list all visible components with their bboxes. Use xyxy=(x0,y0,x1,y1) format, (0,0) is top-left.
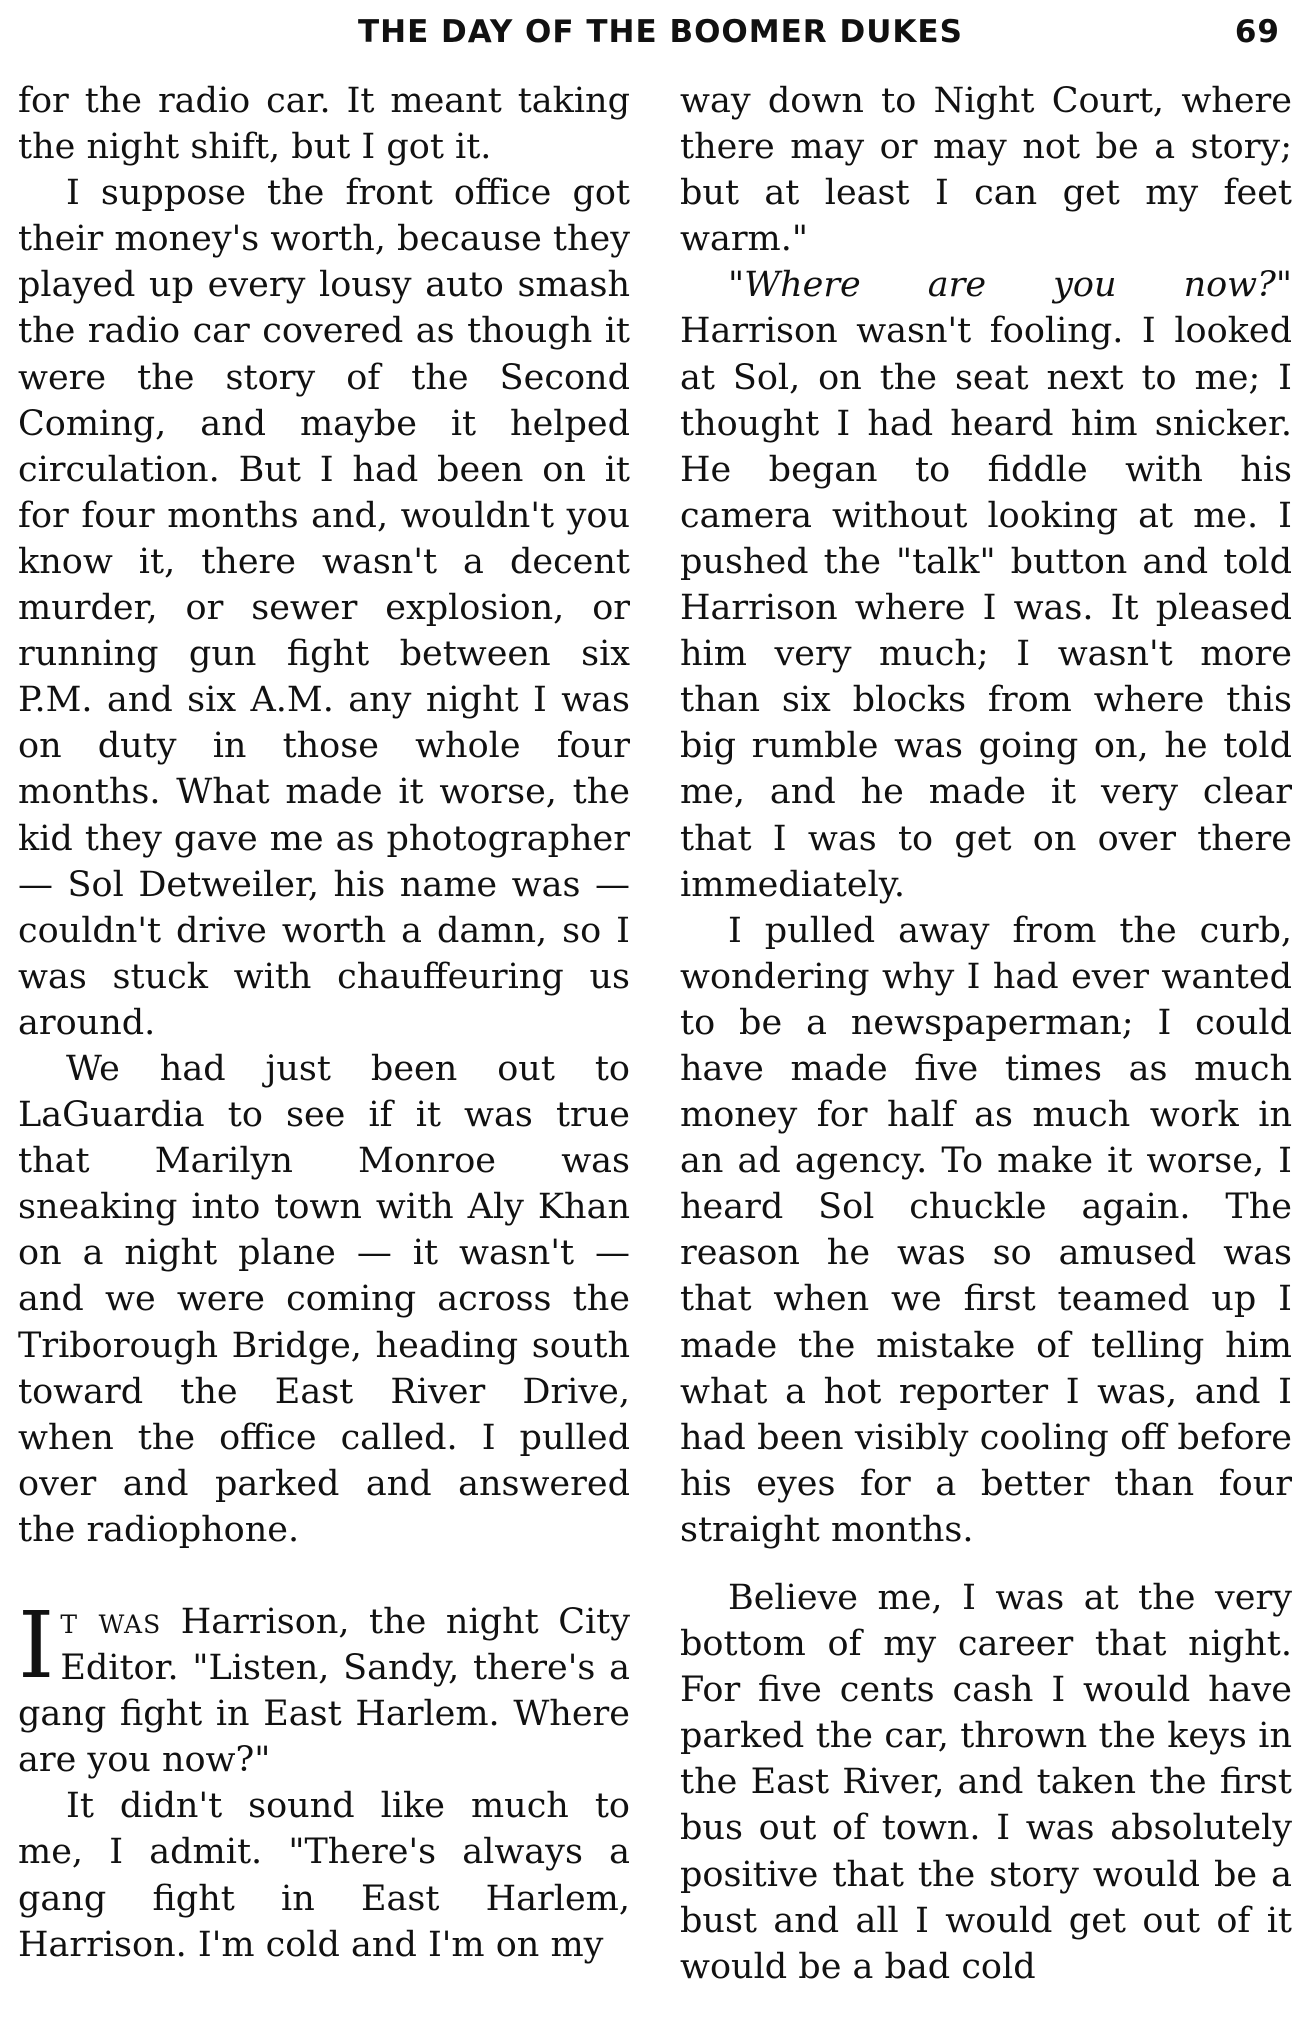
paragraph xyxy=(680,262,1292,907)
paragraph: I suppose the front office got their money's worth, because they played up every lousy auto smash the radio car covered as though it were the story of the Second Coming, and maybe it helped circulation. But I had been on it for four months and, wouldn't you know it, there wasn't a decent murder, or sewer explosion, or running gun fight between six P.M. and six A.M. any night I was on duty in those whole four months. What made it worse, the kid they gave me as photographer — Sol Detweiler, his name was — couldn't drive worth a damn, so I was stuck with chauffeuring us around. xyxy=(18,173,631,1043)
italic-dialogue: "Where are you now?" xyxy=(728,265,1292,306)
running-header xyxy=(18,14,1280,62)
page-number: 69 xyxy=(1234,14,1280,50)
right-text-column xyxy=(680,78,1292,1990)
drop-cap-letter: I xyxy=(18,1592,55,1699)
paragraph-text: Harrison, the night City Editor. "Listen, Sandy, there's a gang fight in East Harlem. Where are you now?" xyxy=(18,1602,631,1781)
paragraph: It didn't sound like much to me, I admit. "There's always a gang fight in East Harlem, Harrison. I'm cold and I'm on my xyxy=(18,1786,630,1965)
paragraph: Believe me, I was at the very bottom of my career that night. For five cents cash I would have parked the car, thrown the keys in the East River, and taken the first bus out of town. I was absolutely positive that the story would be a bust and all I would get out of it would be a bad cold xyxy=(680,1578,1292,1987)
paragraph: We had just been out to LaGuardia to see if it was true that Marilyn Monroe was sneaking into town with Aly Khan on a night plane — it wasn't — and we were coming across the Triborough Bridge, heading south toward the East River Drive, when the office called. I pulled over and parked and answered the radiophone. xyxy=(18,1048,630,1550)
paragraph: for the radio car. It meant taking the night shift, but I got it. xyxy=(18,81,630,168)
small-caps-lead: t was xyxy=(60,1602,162,1642)
paragraph-text: Harrison wasn't fooling. I looked at Sol, on the seat next to me; I thought I had heard him snicker. He began to fiddle with his camera without looking at me. I pushed the "talk" button and told Harrison where I was. It pleased him very much; I wasn't more than six blocks from where this big rumble was going on, he told me, and he made it very clear that I was to get on over there immediately. xyxy=(680,311,1292,905)
paragraph: I pulled away from the curb, wondering why I had ever wanted to be a newspaperman; I could have made five times as much money for half as much work in an ad agency. To make it worse, I heard Sol chuckle again. The reason he was so amused was that when we first teamed up I made the mistake of telling him what a hot reporter I was, and I had been visibly cooling off before his eyes for a better than four straight months. xyxy=(680,910,1292,1550)
left-text-column xyxy=(18,78,630,1968)
running-title: THE DAY OF THE BOOMER DUKES xyxy=(358,14,963,50)
paragraph: way down to Night Court, where there may or may not be a story; but at least I can get my feet warm." xyxy=(680,81,1292,260)
section-opening-paragraph xyxy=(18,1592,631,1783)
